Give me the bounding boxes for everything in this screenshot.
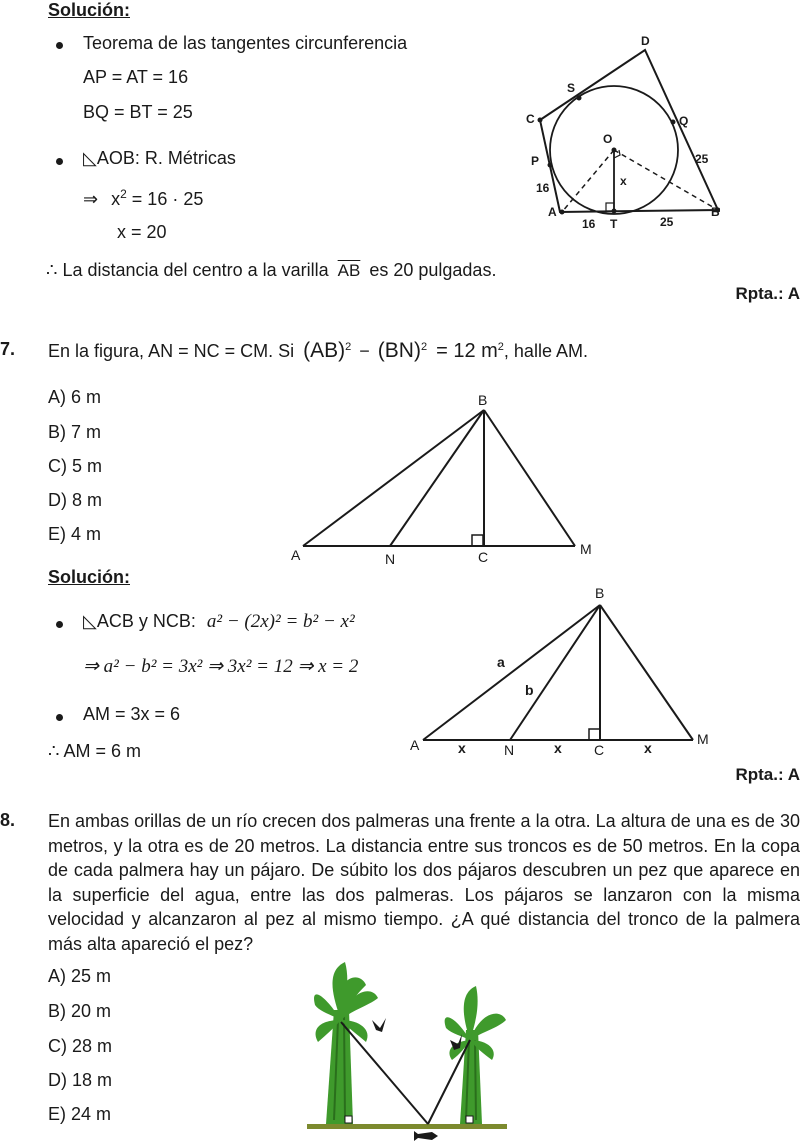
label-25: 25 xyxy=(695,152,709,166)
option-e[interactable]: E) 4 m xyxy=(48,524,102,544)
var-x: x xyxy=(111,189,121,209)
point-s xyxy=(577,96,582,101)
ground-line xyxy=(307,1124,507,1129)
label-a: a xyxy=(497,654,505,670)
right-triangle-icon: ◺ xyxy=(83,148,97,168)
option-c[interactable]: C) 5 m xyxy=(48,456,102,476)
exponent: 2 xyxy=(420,341,428,353)
problem-number: 8. xyxy=(0,810,16,830)
label-O: O xyxy=(603,132,613,146)
exponent: 2 xyxy=(345,341,352,353)
eq-minus: − xyxy=(359,341,370,361)
eq-value: = 12 m xyxy=(436,340,498,362)
option-b[interactable]: B) 20 m xyxy=(48,1001,112,1021)
fish-icon xyxy=(414,1131,438,1141)
label-B: B xyxy=(595,585,605,601)
bird-icon xyxy=(372,1018,386,1032)
triangle-figure-q7 xyxy=(285,388,605,568)
conclusion xyxy=(48,741,141,762)
equation: ⇒ a² − b² = 3x² ⇒ 3x² = 12 ⇒ x = 2 xyxy=(83,656,359,677)
label-N: N xyxy=(504,742,515,758)
right-angle-mark xyxy=(472,535,483,546)
label-A: A xyxy=(410,737,420,753)
right-angle-mark xyxy=(466,1116,473,1123)
option-b[interactable]: B) 7 m xyxy=(48,422,102,442)
text-span: ACB y NCB: xyxy=(96,611,196,631)
right-triangle-icon: ◺ xyxy=(83,611,97,631)
text-line: AP = AT = 16 xyxy=(83,67,189,87)
palm-trees-figure xyxy=(300,960,515,1141)
solution-heading: Solución: xyxy=(48,567,130,587)
right-angle-mark xyxy=(345,1116,352,1123)
text-line xyxy=(83,148,236,169)
right-angle-mark xyxy=(589,729,600,740)
problem-number: 7. xyxy=(0,339,16,359)
label-D: D xyxy=(641,34,650,48)
label-C: C xyxy=(526,112,535,126)
label-T: T xyxy=(610,217,618,231)
text-line xyxy=(83,611,355,633)
text-span: AM = 6 m xyxy=(63,741,141,761)
label-A: A xyxy=(548,205,557,219)
point-t xyxy=(612,209,617,214)
label-16: 16 xyxy=(536,181,550,195)
side-BM xyxy=(600,605,693,740)
label-25b: 25 xyxy=(660,215,674,229)
option-d[interactable]: D) 18 m xyxy=(48,1070,113,1090)
problem-statement: En ambas orillas de un río crecen dos palmeras una frente a la otra. La altura de una es de 30 metros, y la otra es de 20 metros. La distancia entre sus troncos es de 50 metros. En la copa de cada palmera hay un pájaro. De súbito los dos pájaros descubren un pez que aparece en la superficie del agua, entre las dos palmeras. Los pájaros se lanzaron con la misma velocidad y alcanzaron al pez al mismo tiempo. ¿A qué distancia del tronco de la palmera más alta apareció el pez? xyxy=(48,811,800,954)
bullet xyxy=(56,714,63,721)
side-BM xyxy=(484,410,575,546)
implies-symbol: ⇒ xyxy=(83,189,99,209)
center-point xyxy=(612,148,617,153)
eq-ab: (AB) xyxy=(303,339,346,362)
label-S: S xyxy=(567,81,576,95)
bullet xyxy=(56,42,63,49)
segment-ab: $\overline{AB}$ xyxy=(337,261,361,280)
conclusion xyxy=(46,260,496,281)
option-c[interactable]: C) 28 m xyxy=(48,1036,113,1056)
label-x1: x xyxy=(458,740,466,756)
label-b: b xyxy=(525,682,534,698)
label-A: A xyxy=(291,547,301,563)
problem-statement xyxy=(48,339,588,363)
label-B: B xyxy=(478,392,488,408)
label-N: N xyxy=(385,551,396,567)
point-a xyxy=(560,210,565,215)
answer-label: Rpta.: A xyxy=(735,284,800,303)
label-B: B xyxy=(711,205,720,219)
side-AB xyxy=(423,605,600,740)
point-p xyxy=(548,163,553,168)
side-AB xyxy=(303,410,484,546)
therefore-symbol: ∴ xyxy=(48,741,60,761)
bullet xyxy=(56,621,63,628)
flight-line-tall xyxy=(341,1022,428,1124)
text-line: AM = 3x = 6 xyxy=(83,704,181,724)
text-span: En la figura, AN = NC = CM. Si xyxy=(48,341,295,361)
text-span: AOB: R. Métricas xyxy=(96,148,236,168)
triangle-figure-solution xyxy=(405,582,725,760)
label-x3: x xyxy=(644,740,652,756)
label-M: M xyxy=(697,731,709,747)
label-P: P xyxy=(531,154,540,168)
text-span: es 20 pulgadas. xyxy=(369,260,497,280)
label-x2: x xyxy=(554,740,562,756)
label-x: x xyxy=(620,174,627,188)
text-line: BQ = BT = 25 xyxy=(83,102,193,122)
option-a[interactable]: A) 6 m xyxy=(48,387,102,407)
eq-bn: (BN) xyxy=(377,339,421,362)
label-Q: Q xyxy=(679,114,689,128)
exponent: 2 xyxy=(497,341,504,353)
equation-line: x = 20 xyxy=(117,222,167,242)
answer-label: Rpta.: A xyxy=(735,765,800,784)
option-e[interactable]: E) 24 m xyxy=(48,1104,112,1124)
label-C: C xyxy=(478,549,489,565)
label-16b: 16 xyxy=(582,217,596,231)
side-NB xyxy=(390,410,484,546)
label-M: M xyxy=(580,541,592,557)
therefore-symbol: ∴ xyxy=(46,260,58,280)
tangent-circle-figure xyxy=(520,28,720,238)
text-span: , halle AM. xyxy=(503,341,588,361)
option-d[interactable]: D) 8 m xyxy=(48,490,102,510)
solution-heading: Solución: xyxy=(48,0,130,20)
text-span: La distancia del centro a la varilla xyxy=(62,260,329,280)
bullet xyxy=(56,158,63,165)
exponent: 2 xyxy=(120,187,127,201)
side-NB xyxy=(510,605,600,740)
label-C: C xyxy=(594,742,605,758)
text-line: Teorema de las tangentes circunferencia xyxy=(83,33,408,53)
point-q xyxy=(671,120,676,125)
quadrilateral xyxy=(540,50,718,212)
point-c xyxy=(538,118,543,123)
equation: a² − (2x)² = b² − x² xyxy=(206,611,355,632)
option-a[interactable]: A) 25 m xyxy=(48,966,112,986)
equation-line xyxy=(83,187,203,210)
equation-rest: = 16 · 25 xyxy=(126,189,204,209)
